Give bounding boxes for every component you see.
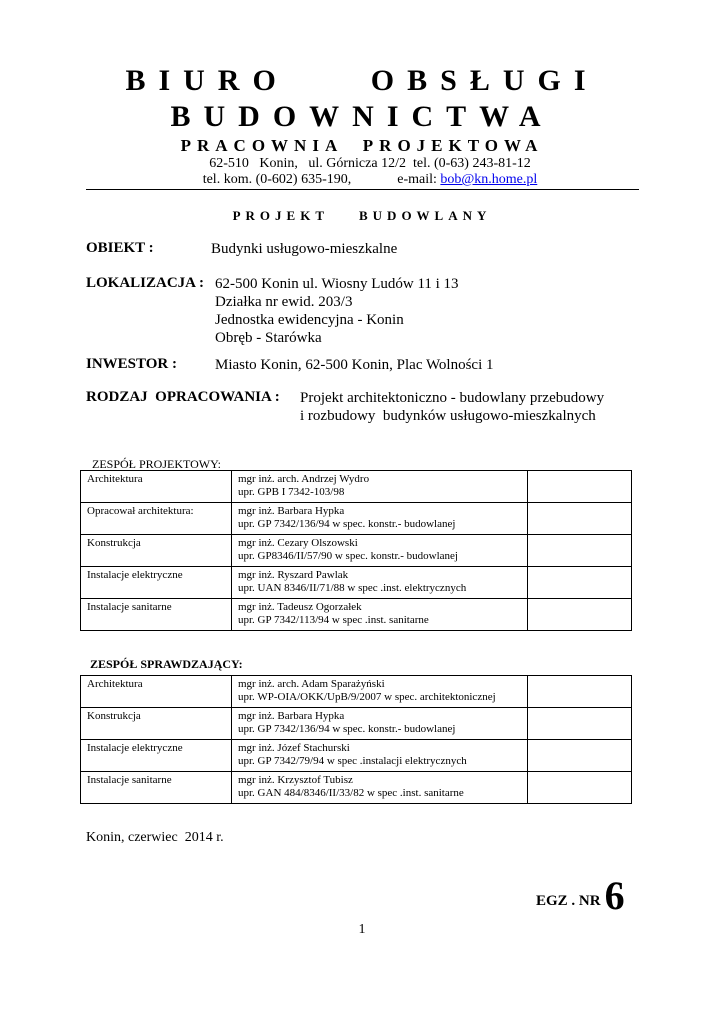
office-subtitle: PRACOWNIA PROJEKTOWA — [180, 136, 544, 155]
designer-license: upr. GP8346/II/57/90 w spec. konstr.- budowlanej — [238, 550, 458, 562]
table-row — [81, 503, 632, 535]
copy-number-block — [536, 872, 625, 919]
signature-cell — [528, 676, 632, 708]
signature-cell — [528, 471, 632, 503]
designer-license: upr. WP-OIA/OKK/UpB/9/2007 w spec. architektonicznej — [238, 691, 496, 703]
rodzaj-line: Projekt architektoniczno - budowlany przebudowy — [300, 390, 605, 406]
email-label: e-mail: — [397, 172, 437, 187]
designer-cell — [232, 676, 528, 708]
rodzaj-line: i rozbudowy budynków usługowo-mieszkalnych — [300, 408, 596, 424]
role-cell: Instalacje sanitarne — [81, 772, 232, 804]
role-cell: Instalacje elektryczne — [81, 740, 232, 772]
document-type-word1: PROJEKT — [232, 208, 329, 223]
table-row — [81, 772, 632, 804]
table-row — [81, 676, 632, 708]
signature-cell — [528, 772, 632, 804]
document-type — [0, 208, 724, 224]
lokalizacja-value — [215, 275, 459, 347]
designer-license: upr. GPB I 7342-103/98 — [238, 486, 345, 498]
table-row — [81, 471, 632, 503]
verification-team-title: ZESPÓŁ SPRAWDZAJĄCY: — [90, 657, 243, 671]
verification-team-table — [80, 675, 632, 804]
designer-cell — [232, 772, 528, 804]
mobile-phone: tel. kom. (0-602) 635-190, — [202, 172, 352, 187]
designer-license: upr. UAN 8346/II/71/88 w spec .inst. elektrycznych — [238, 582, 467, 594]
table-row — [81, 567, 632, 599]
rodzaj-value — [300, 389, 604, 425]
role-cell: Instalacje elektryczne — [81, 567, 232, 599]
place-date: Konin, czerwiec 2014 r. — [86, 830, 224, 845]
inwestor-value: Miasto Konin, 62-500 Konin, Plac Wolności 1 — [215, 357, 494, 373]
designer-name: mgr inż. Barbara Hypka — [238, 710, 345, 722]
obiekt-value: Budynki usługowo-mieszkalne — [211, 241, 398, 257]
designer-name: mgr inż. Tadeusz Ogorzałek — [238, 601, 362, 613]
designer-license: upr. GP 7342/136/94 w spec. konstr.- budowlanej — [238, 723, 456, 735]
role-cell: Opracował architektura: — [81, 503, 232, 535]
signature-cell — [528, 740, 632, 772]
designer-name: mgr inż. Józef Stachurski — [238, 742, 350, 754]
office-contact — [8, 172, 724, 188]
table-row — [81, 535, 632, 567]
signature-cell — [528, 599, 632, 631]
designer-license: upr. GP 7342/79/94 w spec .instalacji elektrycznych — [238, 755, 467, 767]
document-type-word2: BUDOWLANY — [359, 208, 492, 223]
lokalizacja-line: Obręb - Starówka — [215, 330, 322, 346]
page-number: 1 — [358, 922, 366, 937]
role-cell: Instalacje sanitarne — [81, 599, 232, 631]
design-team-table — [80, 470, 632, 631]
role-cell: Konstrukcja — [81, 708, 232, 740]
lokalizacja-label: LOKALIZACJA : — [86, 275, 204, 291]
header-divider — [86, 189, 639, 190]
email-link[interactable]: bob@kn.home.pl — [440, 172, 538, 187]
designer-name: mgr inż. Cezary Olszowski — [238, 537, 358, 549]
role-cell: Architektura — [81, 676, 232, 708]
designer-name: mgr inż. Krzysztof Tubisz — [238, 774, 353, 786]
rodzaj-label: RODZAJ OPRACOWANIA : — [86, 389, 280, 405]
role-cell: Architektura — [81, 471, 232, 503]
signature-cell — [528, 535, 632, 567]
table-row — [81, 708, 632, 740]
design-team-title: ZESPÓŁ PROJEKTOWY: — [92, 457, 222, 471]
designer-cell — [232, 471, 528, 503]
role-cell: Konstrukcja — [81, 535, 232, 567]
inwestor-label: INWESTOR : — [86, 356, 177, 372]
lokalizacja-line: Działka nr ewid. 203/3 — [215, 294, 353, 310]
office-title-line1: BIURO OBSŁUGI — [125, 64, 599, 97]
designer-license: upr. GP 7342/113/94 w spec .inst. sanitarne — [238, 614, 429, 626]
designer-name: mgr inż. Barbara Hypka — [238, 505, 345, 517]
lokalizacja-line: Jednostka ewidencyjna - Konin — [215, 312, 404, 328]
designer-cell — [232, 708, 528, 740]
copy-label: EGZ . NR — [536, 893, 601, 909]
designer-name: mgr inż. Ryszard Pawlak — [238, 569, 349, 581]
designer-license: upr. GP 7342/136/94 w spec. konstr.- budowlanej — [238, 518, 456, 530]
office-title-line2: BUDOWNICTWA — [170, 100, 554, 133]
lokalizacja-line: 62-500 Konin ul. Wiosny Ludów 11 i 13 — [215, 276, 459, 292]
designer-cell — [232, 535, 528, 567]
designer-cell — [232, 599, 528, 631]
copy-number: 6 — [604, 873, 625, 918]
designer-cell — [232, 567, 528, 599]
designer-cell — [232, 503, 528, 535]
signature-cell — [528, 567, 632, 599]
table-row — [81, 599, 632, 631]
office-address: 62-510 Konin, ul. Górnicza 12/2 tel. (0-63) 243-81-12 — [209, 156, 531, 171]
signature-cell — [528, 503, 632, 535]
obiekt-label: OBIEKT : — [86, 240, 154, 256]
designer-name: mgr inż. arch. Adam Sparażyński — [238, 678, 385, 690]
designer-license: upr. GAN 484/8346/II/33/82 w spec .inst. sanitarne — [238, 787, 464, 799]
signature-cell — [528, 708, 632, 740]
designer-name: mgr inż. arch. Andrzej Wydro — [238, 473, 370, 485]
designer-cell — [232, 740, 528, 772]
table-row — [81, 740, 632, 772]
